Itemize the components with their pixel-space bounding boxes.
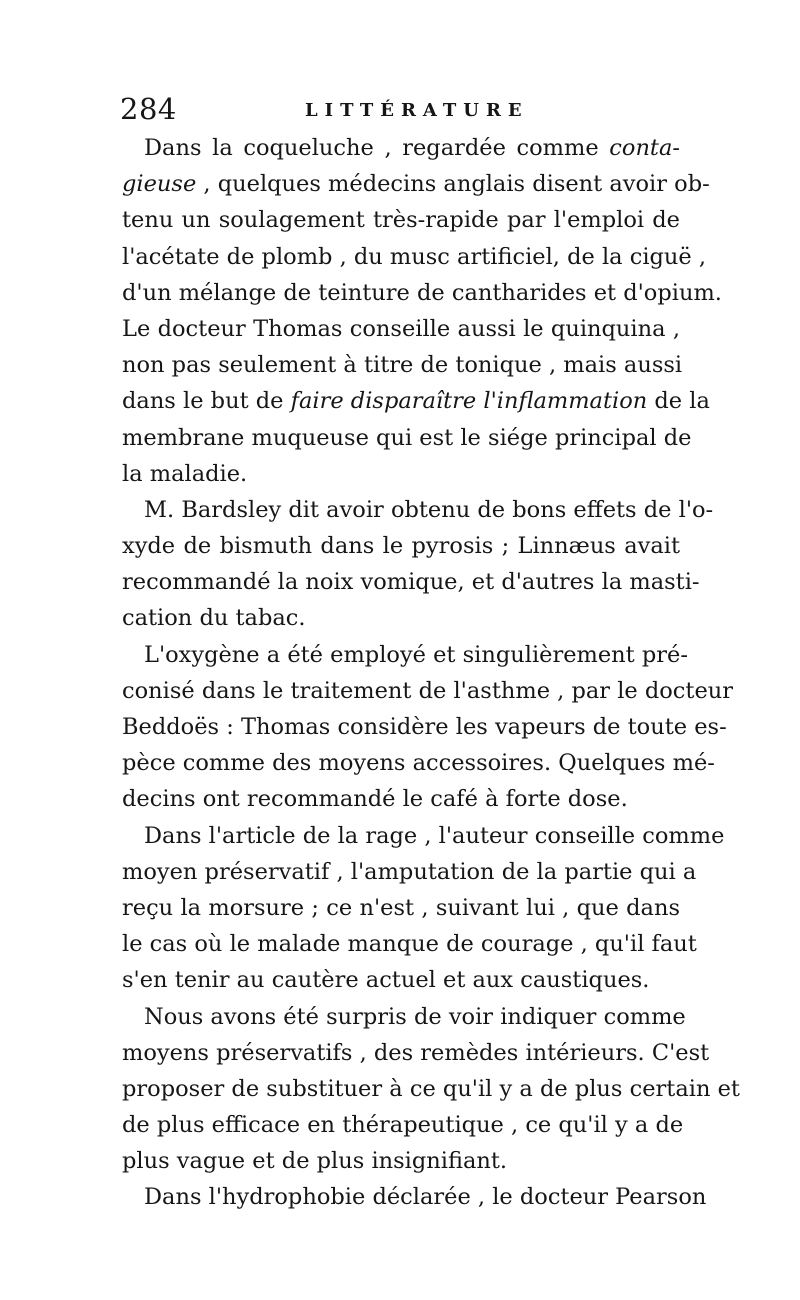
text-segment: Dans l'hydrophobie déclarée , le docteur Pearson [144,1184,707,1211]
text-line [122,347,683,383]
text-segment: d'un mélange de teinture de cantharides et d'opium. [122,279,722,306]
text-segment: conisé dans le traitement de l'asthme , par le docteur [122,677,734,704]
page-header [120,92,680,132]
text-line [122,420,692,456]
text-line [122,1071,740,1107]
text-segment: Beddoës : Thomas considère les vapeurs de toute es- [122,714,727,740]
text-line [122,239,707,275]
text-line [122,1143,680,1179]
italic-text: gieuse [122,171,197,198]
page-number: 284 [120,92,177,126]
text-line [122,673,734,709]
text-segment: xyde de bismuth dans le pyrosis ; Linnæus avait [122,533,680,560]
text-line [122,166,710,202]
text-line [122,854,697,890]
text-line [122,1107,684,1143]
running-head: LITTÉRATURE [305,100,529,121]
text-line [122,709,727,745]
text-line [122,637,688,673]
text-line [122,275,722,311]
text-line [122,202,680,238]
text-line [122,130,680,166]
text-line [122,564,700,600]
text-segment: non pas seulement à titre de tonique , mais aussi [122,352,683,379]
text-segment: la maladie. [122,460,248,487]
text-line [122,492,714,528]
text-line [122,456,680,492]
text-segment: cation du tabac. [122,605,306,632]
text-segment: , quelques médecins anglais disent avoir ob- [196,171,710,198]
text-line [122,1035,710,1071]
text-segment: proposer de substituer à ce qu'il y a de plus certain et [122,1075,740,1102]
text-line [122,926,697,962]
text-line [122,600,680,636]
text-line [122,1179,707,1215]
text-segment: membrane muqueuse qui est le siége principal de [122,424,692,451]
text-line [122,999,686,1035]
text-segment: tenu un soulagement très-rapide par l'emploi de [122,207,680,234]
text-segment: L'oxygène a été employé et singulièrement pré- [144,641,688,668]
text-segment: moyen préservatif , l'amputation de la partie qui a [122,858,697,885]
text-segment: Dans l'article de la rage , l'auteur conseille comme [144,822,725,849]
text-segment: Nous avons été surpris de voir indiquer comme [144,1003,686,1030]
text-segment: recommandé la noix vomique, et d'autres la masti- [122,569,700,596]
text-line [122,745,715,781]
text-segment: de plus efficace en thérapeutique , ce qu'il y a de [122,1112,684,1139]
text-segment: le cas où le malade manque de courage , qu'il faut [122,931,697,958]
text-segment: M. Bardsley dit avoir obtenu de bons effets de l'o- [144,496,714,523]
text-segment: plus vague et de plus insignifiant. [122,1148,508,1175]
text-segment: dans le but de [122,388,291,415]
text-line [122,781,680,817]
text-segment: s'en tenir au cautère actuel et aux caustiques. [122,967,650,994]
text-segment: pèce comme des moyens accessoires. Quelques mé- [122,750,715,777]
text-segment: Le docteur Thomas conseille aussi le quinquina , [122,315,680,342]
text-line [122,962,680,998]
text-line [122,528,680,564]
text-segment: decins ont recommandé le café à forte dose. [122,786,628,813]
text-segment: reçu la morsure ; ce n'est , suivant lui , que dans [122,894,680,921]
text-segment: moyens préservatifs , des remèdes intérieurs. C'est [122,1039,710,1066]
body-text [122,130,740,1216]
text-line [122,818,725,854]
text-segment: de la [647,388,710,415]
italic-text: conta- [609,135,680,161]
text-line [122,311,680,347]
italic-text: faire disparaître l'inflammation [290,388,648,415]
text-segment: Dans la coqueluche , regardée comme [144,135,610,161]
text-line [122,890,680,926]
text-line [122,383,710,419]
text-segment: l'acétate de plomb , du musc artificiel, de la ciguë , [122,243,707,270]
